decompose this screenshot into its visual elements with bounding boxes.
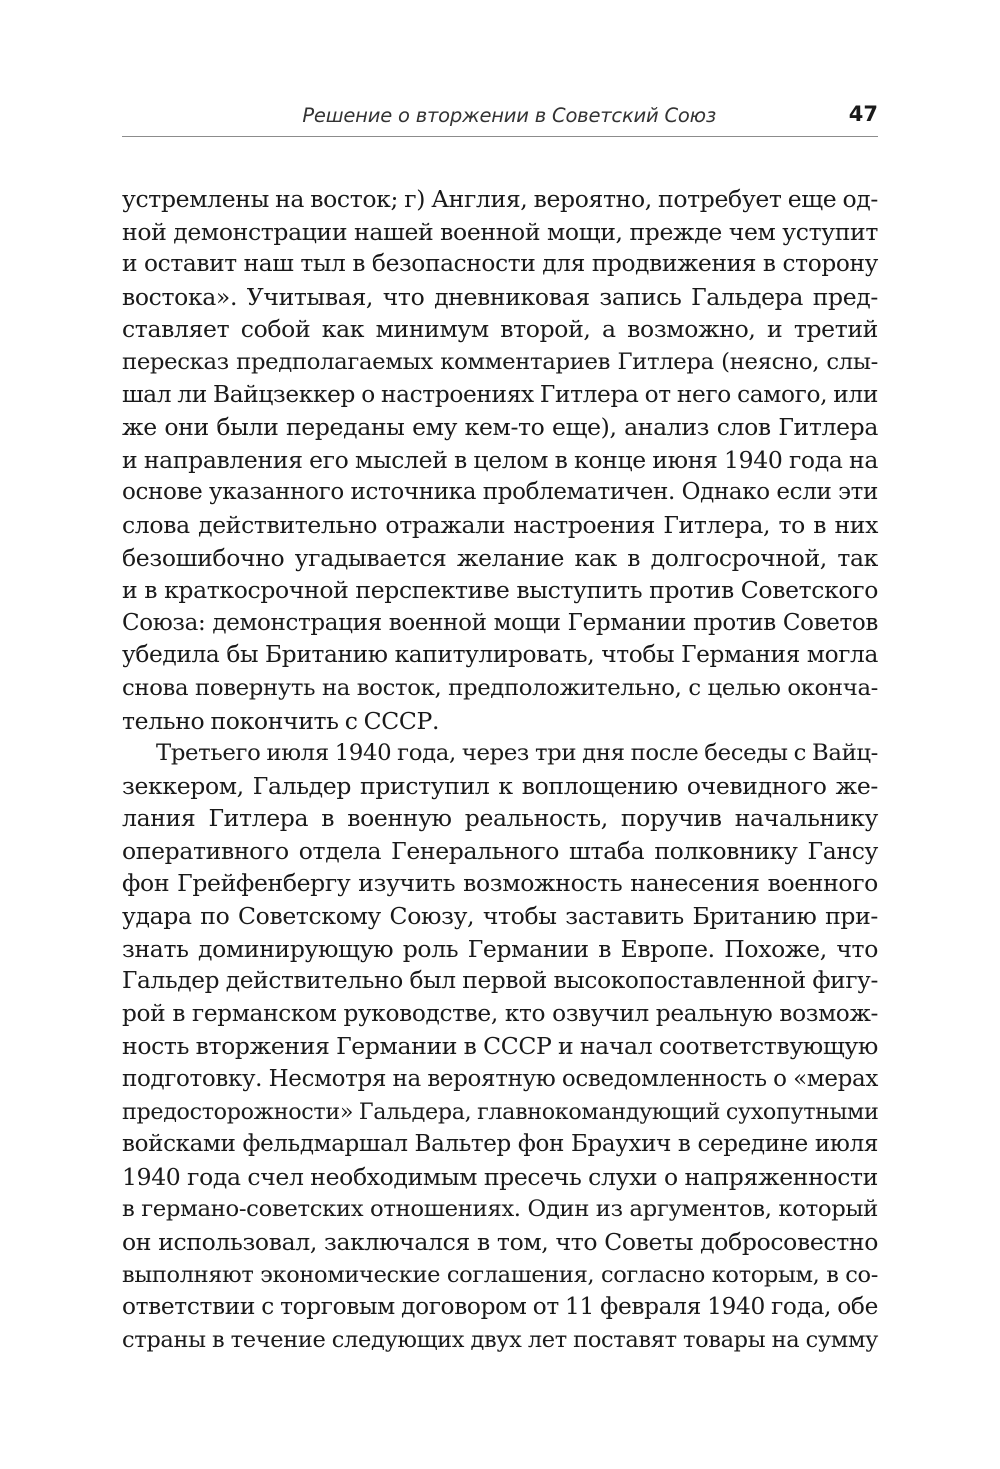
text-line: тельно покончить с СССР.	[122, 706, 440, 735]
text-line: оперативного отдела Генерального штаба полковнику Гансу	[122, 836, 878, 865]
text-line: фон Грейфенбергу изучить возможность нанесения военного	[122, 869, 878, 898]
text-line: слова действительно отражали настроения Гитлера, то в них	[122, 510, 878, 539]
paragraph	[122, 183, 878, 737]
text-line: в германо-советских отношениях. Один из аргументов, который	[122, 1196, 878, 1223]
text-line: устремлены на восток; г) Англия, вероятно, потребует еще од-	[122, 185, 878, 213]
text-line: же они были переданы ему кем-то еще), анализ слов Гитлера	[122, 413, 878, 442]
text-line: лания Гитлера в военную реальность, поручив начальнику	[122, 804, 878, 833]
text-line: предосторожности» Гальдера, главнокомандующий сухопутными	[122, 1098, 879, 1125]
text-line: страны в течение следующих двух лет поставят товары на сумму	[122, 1326, 878, 1353]
text-line: безошибочно угадывается желание как в долгосрочной, так	[122, 543, 878, 572]
text-line: Союза: демонстрация военной мощи Германии против Советов	[122, 609, 878, 636]
text-line: снова повернуть на восток, предположительно, с целью оконча-	[122, 674, 878, 701]
page-number: 47	[848, 102, 878, 126]
text-line: подготовку. Несмотря на вероятную осведомленность о «мерах	[122, 1066, 878, 1093]
text-line: рой в германском руководстве, кто озвучил реальную возмож-	[122, 999, 878, 1027]
text-line: удара по Советскому Союзу, чтобы заставить Британию при-	[122, 902, 878, 931]
text-line: и направления его мыслей в целом в конце июня 1940 года на	[122, 445, 878, 474]
text-line: ной демонстрации нашей военной мощи, прежде чем уступит	[122, 217, 878, 246]
body-text	[122, 183, 878, 1356]
paragraph	[122, 737, 878, 1356]
text-line: востока». Учитывая, что дневниковая запись Гальдера пред-	[122, 282, 878, 311]
text-line: убедила бы Британию капитулировать, чтобы Германия могла	[122, 641, 878, 669]
text-line: ставляет собой как минимум второй, а возможно, и третий	[122, 315, 878, 344]
running-header	[122, 100, 878, 137]
text-line: Гальдер действительно был первой высокопоставленной фигу-	[122, 967, 878, 995]
text-line: и в краткосрочной перспективе выступить против Советского	[122, 576, 878, 605]
text-line: ответствии с торговым договором от 11 февраля 1940 года, обе	[122, 1293, 878, 1321]
text-line: знать доминирующую роль Германии в Европе. Похоже, что	[122, 934, 878, 963]
running-title: Решение о вторжении в Советский Союз	[302, 104, 716, 127]
text-line: войсками фельдмаршал Вальтер фон Браухич в середине июля	[122, 1131, 878, 1158]
text-line: и оставит наш тыл в безопасности для продвижения в сторону	[122, 250, 878, 278]
text-line: 1940 года счел необходимым пресечь слухи о напряженности	[122, 1162, 878, 1191]
text-line: пересказ предполагаемых комментариев Гитлера (неясно, слы-	[122, 348, 878, 375]
text-line: ность вторжения Германии в СССР и начал соответствующую	[122, 1032, 878, 1061]
text-line: зеккером, Гальдер приступил к воплощению очевидного же-	[122, 771, 878, 800]
text-line: шал ли Вайцзеккер о настроениях Гитлера от него самого, или	[122, 380, 878, 408]
text-line: Третьего июля 1940 года, через три дня после беседы с Вайц-	[156, 740, 878, 767]
text-line: основе указанного источника проблематичен. Однако если эти	[122, 479, 878, 506]
text-line: выполняют экономические соглашения, согласно которым, в со-	[122, 1261, 878, 1288]
text-line: он использовал, заключался в том, что Советы добросовестно	[122, 1228, 878, 1256]
